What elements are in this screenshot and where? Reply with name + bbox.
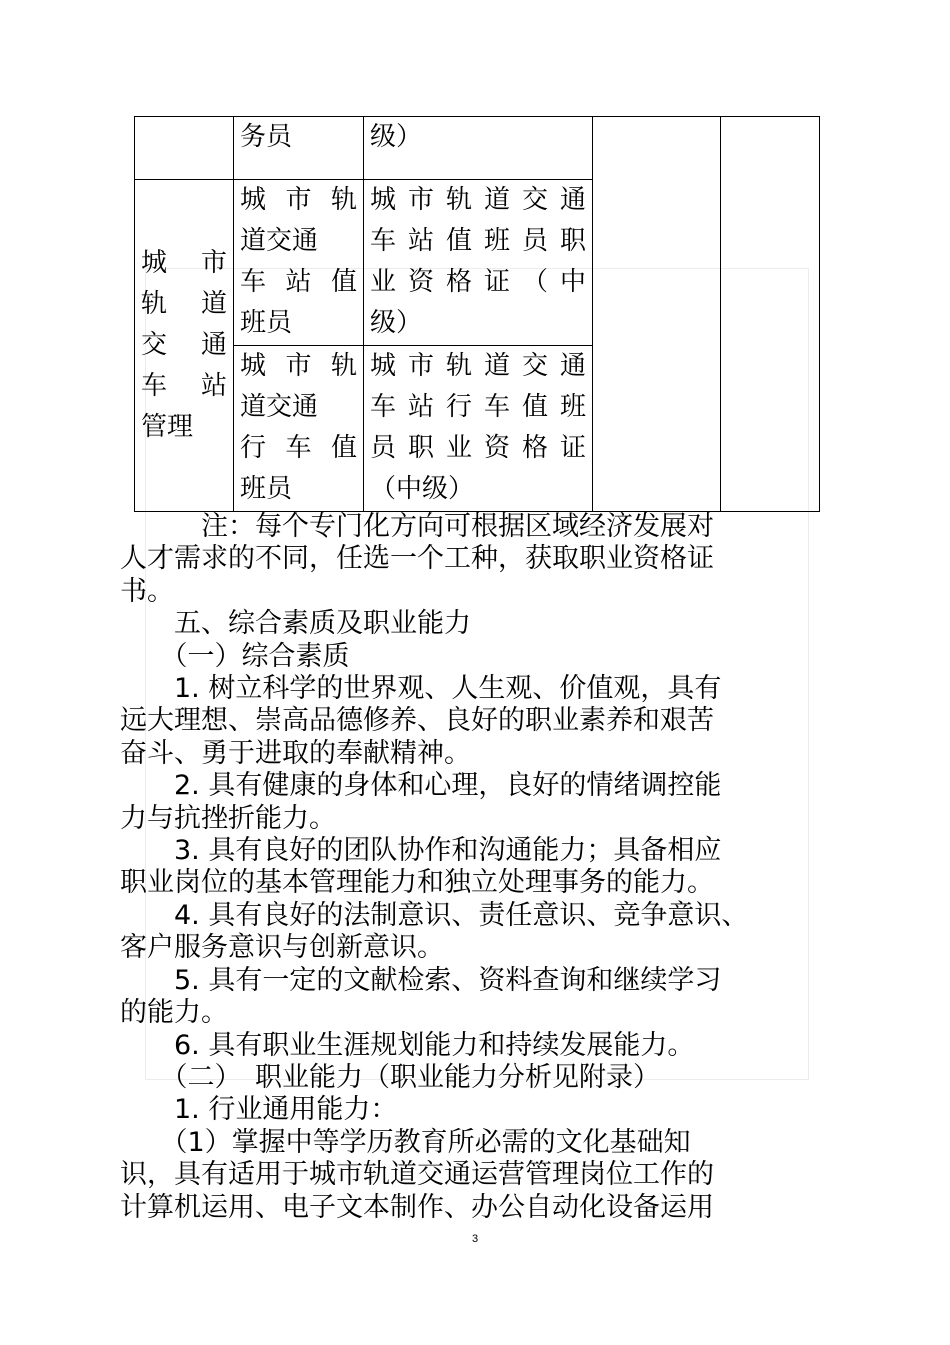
list-item-line: 识，具有适用于城市轨道交通运营管理岗位工作的 <box>120 1159 714 1191</box>
list-item-line: （1）掌握中等学历教育所必需的文化基础知 <box>120 1126 691 1158</box>
job-name-line: 城市轨 <box>240 185 357 215</box>
job-name-line: 城市轨 <box>240 351 357 381</box>
list-item-line: 客户服务意识与创新意识。 <box>120 932 444 964</box>
job-name-line: 务员 <box>240 122 293 152</box>
certificate-cell <box>364 117 593 180</box>
job-name-line: 道交通 <box>240 226 319 256</box>
table-row-continued <box>135 117 820 180</box>
certificate-line: 车站行车值班 <box>370 392 586 422</box>
certificate-cell <box>364 180 593 346</box>
job-name-cell <box>234 346 364 512</box>
body-text <box>120 511 800 1224</box>
certificate-line: 级） <box>370 308 423 338</box>
list-item-line: 1. 行业通用能力： <box>120 1094 398 1126</box>
group-label-line: 城 市 <box>141 248 227 278</box>
list-item-line: 职业岗位的基本管理能力和独立处理事务的能力。 <box>120 867 714 899</box>
certificate-line: 车站值班员职 <box>370 226 586 256</box>
job-name-line: 行车值 <box>240 433 357 463</box>
list-item-line: 2. 具有健康的身体和心理，良好的情绪调控能 <box>120 770 722 802</box>
subsection-heading: （一）综合素质 <box>120 640 350 672</box>
subsection-heading: （二） 职业能力（职业能力分析见附录） <box>120 1061 660 1093</box>
career-certificate-table <box>134 116 820 512</box>
list-item-line: 6. 具有职业生涯规划能力和持续发展能力。 <box>120 1029 695 1061</box>
group-label-line: 交 通 <box>141 330 227 360</box>
group-label-line: 管理 <box>141 412 194 442</box>
list-item-line: 力与抗挫折能力。 <box>120 802 336 834</box>
list-item-line: 远大理想、崇高品德修养、良好的职业素养和艰苦 <box>120 705 714 737</box>
group-cell-empty <box>135 117 234 180</box>
group-label-line: 轨 道 <box>141 289 227 319</box>
certificate-line: 员职业资格证 <box>370 433 586 463</box>
list-item-line: 5. 具有一定的文献检索、资料查询和继续学习 <box>120 964 722 996</box>
job-name-line: 班员 <box>240 474 293 504</box>
empty-cell-col5 <box>721 117 820 512</box>
list-item-line: 计算机运用、电子文本制作、办公自动化设备运用 <box>120 1191 714 1223</box>
list-item-line: 奋斗、勇于进取的奉献精神。 <box>120 737 471 769</box>
page-number: 3 <box>471 1233 479 1245</box>
note-paragraph-line: 人才需求的不同，任选一个工种，获取职业资格证 <box>120 543 714 575</box>
note-paragraph-line: 书。 <box>120 575 174 607</box>
job-name-line: 班员 <box>240 308 293 338</box>
certificate-line: 业资格证（中 <box>370 267 586 297</box>
certificate-cell <box>364 346 593 512</box>
job-name-line: 车站值 <box>240 267 357 297</box>
list-item-line: 3. 具有良好的团队协作和沟通能力；具备相应 <box>120 835 722 867</box>
job-name-cell <box>234 117 364 180</box>
group-label-line: 车 站 <box>141 371 227 401</box>
certificate-line: （中级） <box>370 474 475 504</box>
section-heading: 五、综合素质及职业能力 <box>120 608 471 640</box>
job-name-cell <box>234 180 364 346</box>
note-paragraph-line: 注：每个专门化方向可根据区域经济发展对 <box>120 511 714 542</box>
certificate-line: 级） <box>370 122 423 152</box>
certificate-line: 城市轨道交通 <box>370 185 586 215</box>
group-cell-station-management <box>135 180 234 512</box>
list-item-line: 4. 具有良好的法制意识、责任意识、竞争意识、 <box>120 899 749 931</box>
empty-cell-col4 <box>593 117 721 512</box>
list-item-line: 1. 树立科学的世界观、人生观、价值观，具有 <box>120 673 722 705</box>
certificate-line: 城市轨道交通 <box>370 351 586 381</box>
list-item-line: 的能力。 <box>120 997 228 1029</box>
job-name-line: 道交通 <box>240 392 319 422</box>
